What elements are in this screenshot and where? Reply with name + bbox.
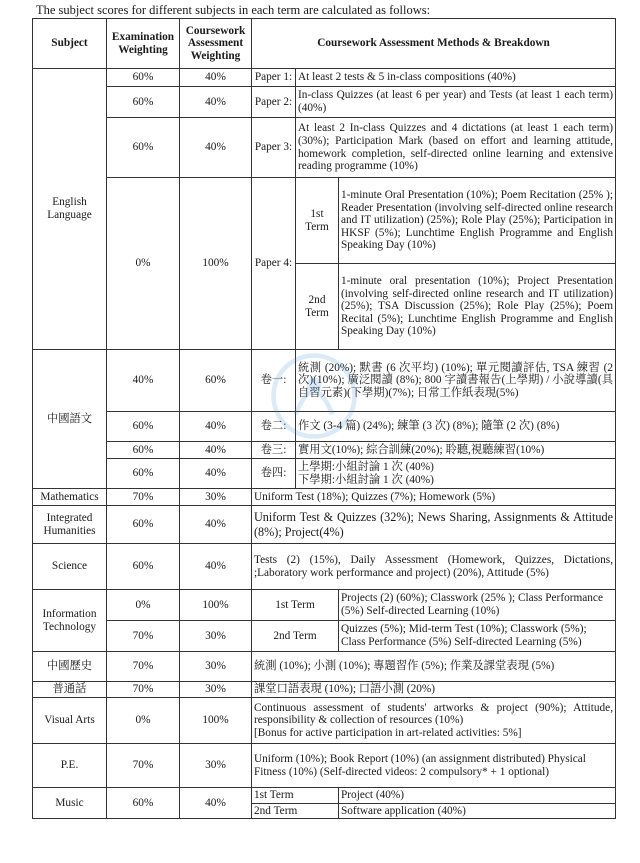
- method-desc: [296, 459, 616, 489]
- method-line: 下學期:小組討論 1 次 (40%): [298, 473, 434, 486]
- exam-weight: 70%: [107, 744, 180, 788]
- header-exam: Examination Weighting: [107, 19, 180, 69]
- coursework-weight: 40%: [180, 412, 252, 442]
- exam-weight: 60%: [107, 506, 180, 544]
- term-label: 2nd Term: [252, 803, 339, 819]
- method-line: Continuous assessment of students' artworks & project (90%); Attitude, responsibility & collection of resources (10%): [254, 701, 614, 727]
- method-desc: Project (40%): [339, 788, 616, 804]
- coursework-weight: 40%: [180, 544, 252, 590]
- subject-ih: Integrated Humanities: [33, 506, 107, 544]
- method-desc: 1-minute oral presentation (10%); Project Presentation (involving self-directed online research and IT utilization) (25%); TSA Discussion (25%); Role Play (25%); Poem Recital (5%); Lunchtime English Programme and English Speaking Day (10%): [339, 264, 616, 350]
- table-row: [33, 442, 616, 459]
- term-label: 1st Term: [296, 178, 339, 264]
- table-row: [33, 698, 616, 744]
- coursework-weight: 60%: [180, 350, 252, 412]
- table-row: [33, 412, 616, 442]
- intro-text: The subject scores for different subjects in each term are calculated as follows:: [36, 3, 431, 17]
- coursework-weight: 30%: [180, 489, 252, 506]
- method-desc: 統測 (20%); 默書 (6 次平均) (10%); 單元閱讀評估, TSA 練習 (2 次)(10%); 廣泛閱讀 (8%); 800 字讀書報告(上學期) / 小說導讀(具自習元素)(下學期)(7%); 日常工作紙表現(5%): [296, 350, 616, 412]
- subject-maths: Mathematics: [33, 489, 107, 506]
- term-label: 2nd Term: [296, 264, 339, 350]
- coursework-weight: 40%: [180, 118, 252, 178]
- table-row: [33, 682, 616, 698]
- header-coursework: Coursework Assessment Weighting: [180, 19, 252, 69]
- paper-label: 卷一:: [252, 350, 296, 412]
- paper-label: Paper 1:: [252, 69, 296, 87]
- method-desc: Projects (2) (60%); Classwork (25% ); Class Performance (5%) Self-directed Learning (10%): [339, 590, 616, 621]
- subject-putonghua: 普通話: [33, 682, 107, 698]
- table-row: [33, 118, 616, 178]
- exam-weight: 60%: [107, 118, 180, 178]
- method-bonus: [Bonus for active participation in art-related activities: 5%]: [254, 726, 522, 739]
- paper-label: Paper 4:: [252, 178, 296, 350]
- method-desc: 課堂口語表現 (10%); 口語小測 (20%): [252, 682, 616, 698]
- coursework-weight: 40%: [180, 69, 252, 87]
- exam-weight: 60%: [107, 412, 180, 442]
- table-row: [33, 459, 616, 489]
- method-desc: 1-minute Oral Presentation (10%); Poem Recitation (25% ); Reader Presentation (involving self-directed online research and IT utilization) (25%); Role Play (25%); Participation in HKSF (5%); Lunchtime English Programme and English Speaking Day (10%): [339, 178, 616, 264]
- coursework-weight: 40%: [180, 87, 252, 118]
- exam-weight: 60%: [107, 788, 180, 819]
- table-row: [33, 621, 616, 652]
- table-row: [33, 590, 616, 621]
- method-desc: In-class Quizzes (at least 6 per year) and Tests (at least 1 each term) (40%): [296, 87, 616, 118]
- method-desc: Uniform Test & Quizzes (32%); News Sharing, Assignments & Attitude (8%); Project(4%): [252, 506, 616, 544]
- table-row: [33, 506, 616, 544]
- term-label: 1st Term: [252, 788, 339, 804]
- exam-weight: 70%: [107, 682, 180, 698]
- coursework-weight: 40%: [180, 442, 252, 459]
- coursework-weight: 30%: [180, 744, 252, 788]
- coursework-weight: 40%: [180, 788, 252, 819]
- table-row: [33, 87, 616, 118]
- header-methods: Coursework Assessment Methods & Breakdown: [252, 19, 616, 69]
- paper-label: Paper 2:: [252, 87, 296, 118]
- subject-visual-arts: Visual Arts: [33, 698, 107, 744]
- coursework-weight: 30%: [180, 621, 252, 652]
- method-desc: Software application (40%): [339, 803, 616, 819]
- table-row: [33, 178, 616, 264]
- paper-label: 卷三:: [252, 442, 296, 459]
- exam-weight: 60%: [107, 69, 180, 87]
- subject-chinese: 中國語文: [33, 350, 107, 489]
- subject-chinese-history: 中國歷史: [33, 652, 107, 682]
- exam-weight: 70%: [107, 652, 180, 682]
- header-row: [33, 19, 616, 69]
- coursework-weight: 100%: [180, 178, 252, 350]
- method-desc: [252, 698, 616, 744]
- header-subject: Subject: [33, 19, 107, 69]
- table-row: [33, 350, 616, 412]
- method-desc: 實用文(10%); 綜合訓練(20%); 聆聽,視聽練習(10%): [296, 442, 616, 459]
- table-row: [33, 744, 616, 788]
- exam-weight: 60%: [107, 442, 180, 459]
- exam-weight: 60%: [107, 544, 180, 590]
- coursework-weight: 100%: [180, 590, 252, 621]
- exam-weight: 70%: [107, 489, 180, 506]
- coursework-weight: 40%: [180, 506, 252, 544]
- subject-music: Music: [33, 788, 107, 819]
- table-row: [33, 544, 616, 590]
- paper-label: Paper 3:: [252, 118, 296, 178]
- paper-label: 卷二:: [252, 412, 296, 442]
- coursework-weight: 40%: [180, 459, 252, 489]
- table-row: [33, 788, 616, 804]
- method-desc: Uniform (10%); Book Report (10%) (an assignment distributed) Physical Fitness (10%) (Self-directed videos: 2 compulsory* + 1 optional): [252, 744, 616, 788]
- coursework-weight: 30%: [180, 652, 252, 682]
- method-desc: At least 2 In-class Quizzes and 4 dictations (at least 1 each term) (30%); Participation Mark (based on effort and learning attitude, homework completion, self-directed online learning and extensive reading programme (10%): [296, 118, 616, 178]
- subject-english: English Language: [33, 69, 107, 350]
- method-desc: At least 2 tests & 5 in-class compositions (40%): [296, 69, 616, 87]
- subject-pe: P.E.: [33, 744, 107, 788]
- method-desc: 統測 (10%); 小測 (10%); 專題習作 (5%); 作業及課堂表現 (5%): [252, 652, 616, 682]
- coursework-weight: 100%: [180, 698, 252, 744]
- exam-weight: 40%: [107, 350, 180, 412]
- method-desc: Tests (2) (15%), Daily Assessment (Homework, Quizzes, Dictations, ;Laboratory work performance and project) (20%), Attitude (5%): [252, 544, 616, 590]
- term-label: 1st Term: [252, 590, 339, 621]
- exam-weight: 0%: [107, 178, 180, 350]
- table-row: [33, 489, 616, 506]
- exam-weight: 60%: [107, 87, 180, 118]
- table-row: [33, 69, 616, 87]
- paper-label: 卷四:: [252, 459, 296, 489]
- coursework-weight: 30%: [180, 682, 252, 698]
- method-line: 上學期:小組討論 1 次 (40%): [298, 460, 434, 473]
- exam-weight: 70%: [107, 621, 180, 652]
- term-label: 2nd Term: [252, 621, 339, 652]
- subject-science: Science: [33, 544, 107, 590]
- exam-weight: 0%: [107, 698, 180, 744]
- subject-it: Information Technology: [33, 590, 107, 652]
- method-desc: 作文 (3-4 篇) (24%); 練筆 (3 次) (8%); 隨筆 (2 次) (8%): [296, 412, 616, 442]
- method-desc: Uniform Test (18%); Quizzes (7%); Homework (5%): [252, 489, 616, 506]
- method-desc: Quizzes (5%); Mid-term Test (10%); Classwork (5%); Class Performance (5%) Self-directed Learning (5%): [339, 621, 616, 652]
- exam-weight: 0%: [107, 590, 180, 621]
- exam-weight: 60%: [107, 459, 180, 489]
- assessment-table: [32, 18, 616, 819]
- table-row: [33, 652, 616, 682]
